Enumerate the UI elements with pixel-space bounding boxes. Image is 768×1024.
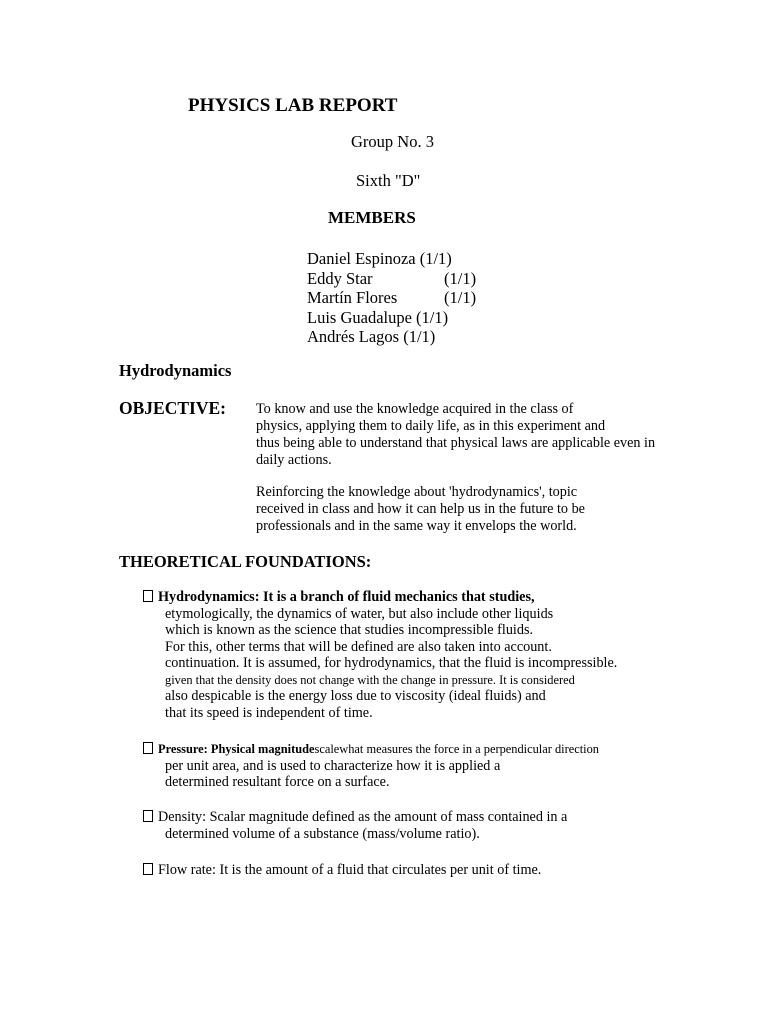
member-name: Eddy Star: [307, 268, 373, 288]
objective-paragraph-2: [256, 484, 585, 535]
paragraph-line: physics, applying them to daily life, as in this experiment and: [256, 418, 606, 434]
bullet-lead: Density: Scalar magnitude defined as the amount of mass contained in a: [158, 809, 568, 825]
bullet-line: determined volume of a substance (mass/volume ratio).: [165, 825, 480, 842]
bullet-line: that its speed is independent of time.: [165, 704, 373, 721]
class-section: Sixth "D": [356, 171, 421, 190]
member-grade: (1/1): [444, 288, 477, 308]
bullet-flow-rate: [143, 862, 541, 879]
topic-heading: Hydrodynamics: [119, 361, 232, 380]
member-item: [307, 308, 507, 328]
paragraph-line: received in class and how it can help us in the future to be: [256, 501, 585, 517]
checkbox-bullet-icon: [143, 590, 153, 602]
bullet-lead: Pressure: Physical magnitude: [158, 742, 315, 756]
bullet-line: determined resultant force on a surface.: [165, 774, 390, 790]
paragraph-line: Reinforcing the knowledge about 'hydrodynamics', topic: [256, 484, 578, 500]
paragraph-line: thus being able to understand that physical laws are applicable even in: [256, 435, 656, 451]
checkbox-bullet-icon: [143, 810, 153, 822]
bullet-line: per unit area, and is used to characterize how it is applied a: [165, 757, 501, 774]
paragraph-line: To know and use the knowledge acquired in the class of: [256, 401, 574, 417]
theoretical-foundations-heading: THEORETICAL FOUNDATIONS:: [119, 552, 372, 571]
bullet-line: continuation. It is assumed, for hydrodynamics, that the fluid is incompressible.: [165, 655, 618, 671]
checkbox-bullet-icon: [143, 863, 153, 875]
member-name: Martín Flores: [307, 288, 398, 308]
group-number: Group No. 3: [351, 132, 434, 151]
bullet-pressure: [143, 741, 599, 791]
member-grade: (1/1): [444, 268, 477, 288]
bullet-line: For this, other terms that will be defined are also taken into account.: [165, 638, 552, 655]
bullet-line: given that the density does not change with the change in pressure. It is considered: [165, 672, 575, 687]
member-name: Daniel Espinoza (1/1): [307, 249, 452, 268]
member-name: Luis Guadalupe (1/1): [307, 307, 449, 327]
member-item: [307, 269, 507, 289]
bullet-hydrodynamics: [143, 589, 617, 721]
bullet-line: which is known as the science that studies incompressible fluids.: [165, 622, 534, 638]
member-item: [307, 249, 507, 269]
checkbox-bullet-icon: [143, 742, 153, 754]
paragraph-line: professionals and in the same way it envelops the world.: [256, 518, 577, 534]
bullet-lead: Hydrodynamics: It is a branch of fluid mechanics that studies,: [158, 589, 535, 605]
members-heading: MEMBERS: [328, 208, 416, 227]
report-title: PHYSICS LAB REPORT: [188, 95, 398, 116]
member-name: Andrés Lagos (1/1): [307, 327, 436, 347]
member-item: [307, 288, 507, 308]
member-item: [307, 327, 507, 347]
bullet-density: [143, 809, 567, 842]
members-list: [307, 249, 507, 347]
bullet-lead-rest: scalewhat measures the force in a perpendicular direction: [314, 742, 600, 756]
paragraph-line: daily actions.: [256, 452, 332, 468]
bullet-line: etymologically, the dynamics of water, but also include other liquids: [165, 605, 554, 622]
bullet-lead: Flow rate: It is the amount of a fluid that circulates per unit of time.: [158, 862, 542, 878]
bullet-line: also despicable is the energy loss due to viscosity (ideal fluids) and: [165, 688, 546, 704]
objective-paragraph-1: [256, 401, 655, 469]
objective-label: OBJECTIVE:: [119, 398, 226, 418]
